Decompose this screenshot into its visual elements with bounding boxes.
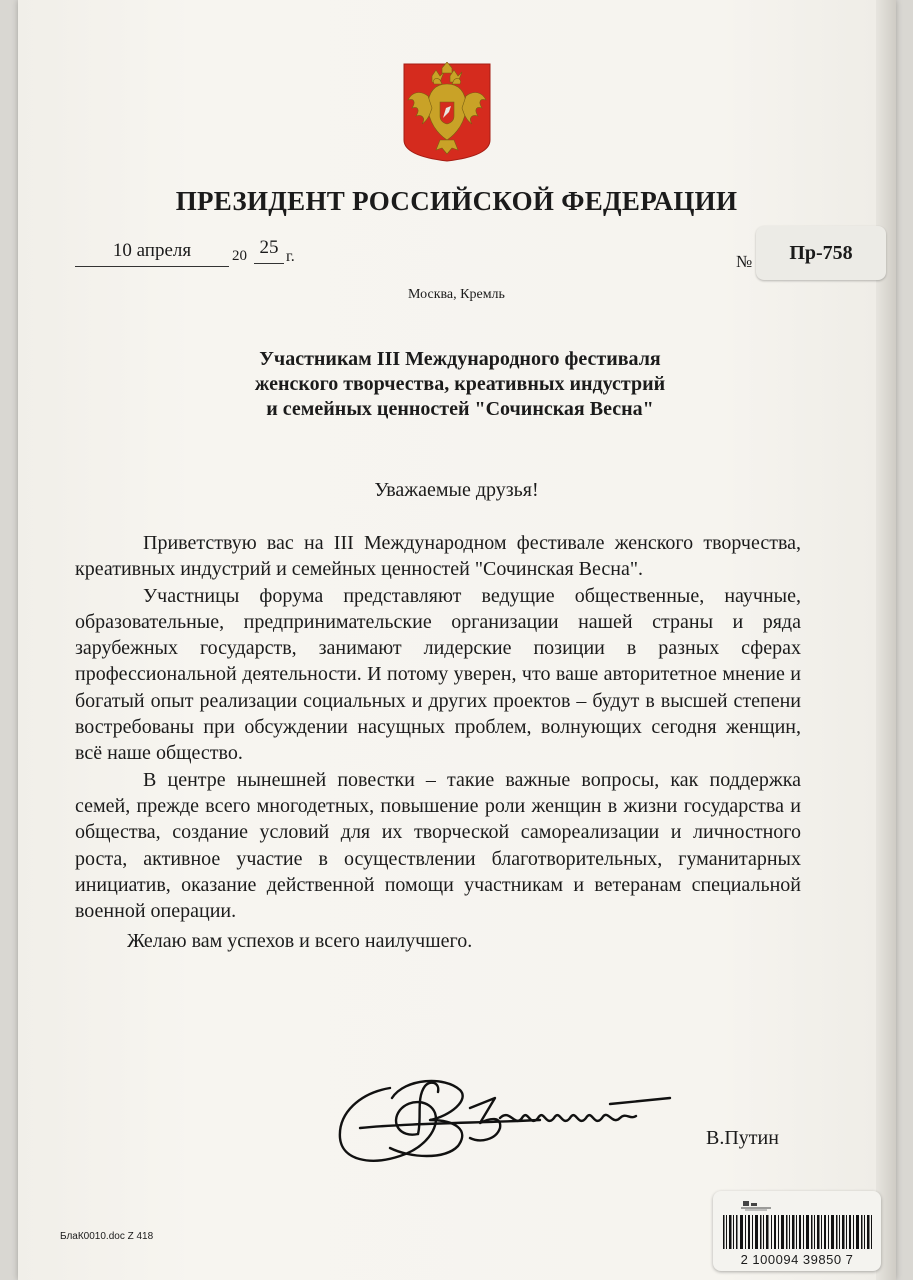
year-prefix: 20 [232,248,247,264]
barcode-sticker [713,1191,881,1271]
body-paragraph: В центре нынешней повестки – такие важные вопросы, как поддержка семей, прежде всего многодетных, повышение роли женщин в жизни государства и общества, создание условий для их творческой самореализации и личностного роста, активное участие в осуществлении благотворительных, гуманитарных инициатив, оказание действенной помощи участникам и ветеранам специальной военной операции. [75,768,801,923]
year-unit: г. [286,248,295,265]
handwritten-signature [330,1068,680,1178]
form-code: БлаК0010.doc Z 418 [60,1231,154,1242]
issuer-heading: ПРЕЗИДЕНТ РОССИЙСКОЙ ФЕДЕРАЦИИ [175,186,738,216]
letter-body [75,530,801,955]
closing-line: Желаю вам успехов и всего наилучшего. [127,930,473,953]
letter-title [160,347,760,422]
body-paragraph: Участницы форума представляют ведущие общественные, научные, образовательные, предпринимательские организации нашей страны и ряда зарубежных государств, занимают лидерские позиции в разных сферах профессиональной деятельности. И потому уверен, что ваше авторитетное мнение и богатый опыт реализации социальных и других проектов – будут в высшей степени востребованы при обсуждении насущных проблем, волнующих сегодня женщин, всё наше общество. [75,584,801,765]
barcode-logo-icon [737,1199,777,1213]
title-line: и семейных ценностей "Сочинская Весна" [266,398,654,420]
greeting: Уважаемые друзья! [374,479,539,501]
body-paragraph: Приветствую вас на III Международном фестивале женского творчества, креативных индустрий и семейных ценностей "Сочинская Весна". [75,532,801,581]
signer-name: В.Путин [706,1127,779,1149]
barcode-number: 2 100094 39850 7 [740,1252,854,1267]
number-sign: № [736,252,753,271]
date-day-month: 10 апреля [75,240,229,267]
coat-of-arms-icon [402,62,492,162]
barcode-icon [721,1215,873,1249]
issue-place: Москва, Кремль [408,287,505,302]
year-value: 25 [254,237,284,264]
document-number-sticker: Пр-758 [756,226,886,280]
title-line: Участникам III Международного фестиваля [259,348,661,370]
title-line: женского творчества, креативных индустрий [254,373,666,395]
